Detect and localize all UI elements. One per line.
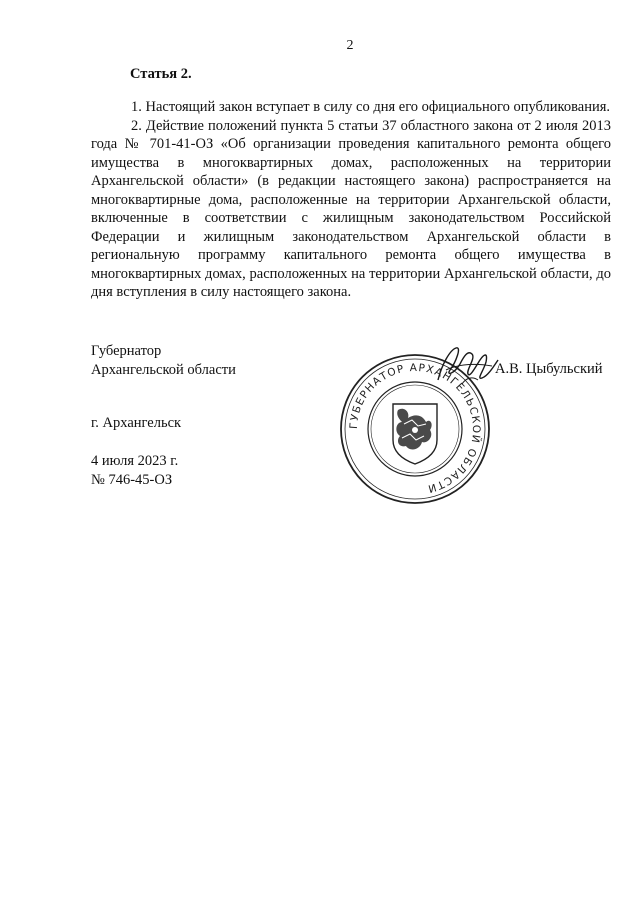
paragraph-1: 1. Настоящий закон вступает в силу со дня его официального опубликования.: [131, 99, 611, 115]
signer-position-line1: Губернатор: [91, 343, 162, 359]
signer-position: [91, 342, 236, 379]
place-of-signing: г. Архангельск: [91, 415, 182, 431]
signer-name: А.В. Цыбульский: [495, 361, 603, 377]
seal-ring-text: ГУБЕРНАТОР АРХАНГЕЛЬСКОЙ ОБЛАСТИ: [347, 361, 483, 495]
signer-position-line2: Архангельской области: [91, 361, 236, 378]
law-number: № 746-45-ОЗ: [91, 471, 173, 488]
page-number: 2: [346, 38, 354, 53]
handwritten-signature: [432, 340, 502, 392]
article-body: [91, 98, 611, 302]
signing-date: 4 июля 2023 г.: [91, 453, 179, 469]
paragraph-2: 2. Действие положений пункта 5 статьи 37 областного закона от 2 июля 2013 года № 701-41-ОЗ «Об организации проведения капитального ремонта общего имущества в многоквартирных домах, расположенных на территории Архангельской области» (в редакции настоящего закона) распространяется на многоквартирные дома, расположенные на территории Архангельской области, включенные в соответствии с жилищным законодательством Российской Федерации и жилищным законодательством Архангельской области в региональную программу капитального ремонта общего имущества в многоквартирных домах, расположенных на территории Архангельской области, до дня вступления в силу настоящего закона.: [91, 117, 611, 300]
article-heading: Статья 2.: [130, 66, 192, 82]
date-and-number: [91, 452, 178, 489]
